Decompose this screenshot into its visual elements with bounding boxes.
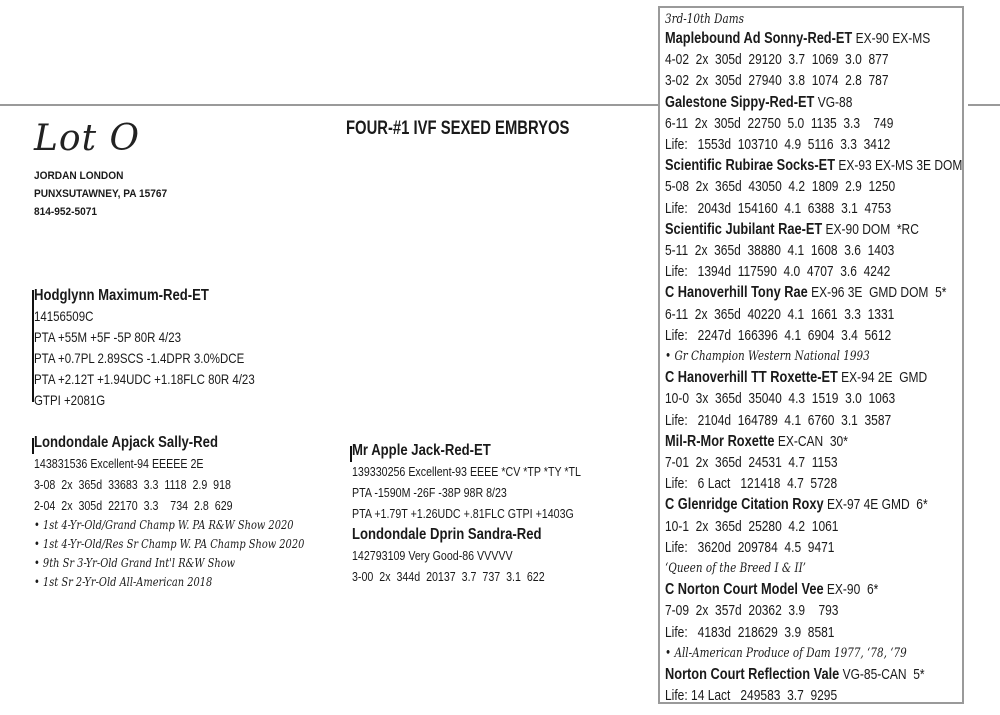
granddam-line: 142793109 Very Good-86 VVVVV [352, 548, 513, 563]
dam-entry-class: EX-93 EX-MS 3E DOM [838, 157, 963, 175]
dam-entry-class: VG-88 [817, 93, 853, 111]
divider-line [0, 104, 660, 106]
dam-entry [665, 155, 962, 176]
sire-line: 14156509C [34, 308, 94, 324]
lot-title: Lot O [34, 118, 141, 159]
consignor-phone: 814-952-5071 [34, 206, 98, 218]
dam-entry-name: C Glenridge Citation Roxy [665, 496, 824, 514]
sire-line: PTA +55M +5F -5P 80R 4/23 [34, 329, 181, 345]
dam-entry-name: Maplebound Ad Sonny-Red-ET [665, 30, 853, 47]
dam-entry-line: 4-02 2x 305d 29120 3.7 1069 3.0 877 [665, 51, 889, 69]
mgs-line: PTA -1590M -26F -38P 98R 8/23 [352, 485, 507, 500]
dam-entry-class: VG-85-CAN 5* [842, 666, 925, 684]
dam-entry [665, 579, 962, 600]
mgs-name: Mr Apple Jack-Red-ET [352, 442, 491, 459]
dam-entry-name: Galestone Sippy-Red-ET [665, 93, 815, 111]
dam-entry-line: Life: 1553d 103710 4.9 5116 3.3 3412 [665, 136, 891, 154]
consignor-name: JORDAN LONDON [34, 170, 124, 182]
dam-entry-line: Life: 4183d 218629 3.9 8581 [665, 623, 835, 641]
consignor-info [34, 167, 167, 221]
dam-entry-line: 3-02 2x 305d 27940 3.8 1074 2.8 787 [665, 72, 889, 90]
consignor-city: PUNXSUTAWNEY, PA 15767 [34, 188, 168, 200]
dam-entry-note: • Gr Champion Western National 1993 [665, 349, 870, 365]
sire-line: PTA +2.12T +1.94UDC +1.18FLC 80R 4/23 [34, 371, 255, 387]
dam-entry-line: Life: 14 Lact 249583 3.7 9295 [665, 687, 838, 705]
dam-entry-line: Life: 2043d 154160 4.1 6388 3.1 4753 [665, 199, 892, 217]
dam-entry-name: Scientific Rubirae Socks-ET [665, 157, 836, 175]
maternal-grandsire-block [352, 440, 581, 587]
dam-entry-class: EX-90 6* [826, 581, 879, 599]
dams-panel [658, 6, 964, 704]
dam-entry-class: EX-CAN 30* [777, 432, 848, 450]
dam-line: 143831536 Excellent-94 EEEEE 2E [34, 456, 204, 471]
dam-entry-name: Norton Court Reflection Vale [665, 666, 840, 684]
dam-honor: • 1st Sr 2-Yr-Old All-American 2018 [34, 575, 213, 589]
mgs-line: PTA +1.79T +1.26UDC +.81FLC GTPI +1403G [352, 506, 574, 521]
dam-entry-class: EX-94 2E GMD [841, 369, 928, 387]
dam-honor: • 1st 4-Yr-Old/Res Sr Champ W. PA Champ Show 2020 [34, 537, 305, 551]
dam-entry-name: C Hanoverhill TT Roxette-ET [665, 369, 838, 387]
dam-entry-line: 10-1 2x 365d 25280 4.2 1061 [665, 517, 839, 535]
dam-name: Londondale Apjack Sally-Red [34, 434, 218, 451]
dam-line: 3-08 2x 365d 33683 3.3 1118 2.9 918 [34, 477, 231, 492]
dam-entry-class: EX-96 3E GMD DOM 5* [811, 284, 947, 302]
dam-entry-line: 7-01 2x 365d 24531 4.7 1153 [665, 454, 838, 472]
granddam-name: Londondale Dprin Sandra-Red [352, 526, 542, 543]
dam-entry-class: EX-97 4E GMD 6* [826, 496, 928, 514]
dam-entry-name: Scientific Jubilant Rae-ET [665, 220, 823, 238]
dam-entry [665, 494, 962, 515]
dam-entry [665, 664, 962, 685]
offering-title: FOUR-#1 IVF SEXED EMBRYOS [346, 118, 570, 139]
dam-entry-line: 5-11 2x 365d 38880 4.1 1608 3.6 1403 [665, 242, 895, 260]
dam-entry-line: 5-08 2x 365d 43050 4.2 1809 2.9 1250 [665, 178, 896, 196]
dam-entry [665, 431, 962, 452]
dam-entry [665, 219, 962, 240]
sire-line: PTA +0.7PL 2.89SCS -1.4DPR 3.0%DCE [34, 350, 245, 366]
sire-name: Hodglynn Maximum-Red-ET [34, 287, 209, 304]
dam-honor: • 1st 4-Yr-Old/Grand Champ W. PA R&W Show 2020 [34, 518, 294, 532]
dam-entry-class: EX-90 DOM *RC [825, 220, 919, 238]
dam-entry-line: Life: 6 Lact 121418 4.7 5728 [665, 475, 838, 493]
dam-line: 2-04 2x 305d 22170 3.3 734 2.8 629 [34, 498, 233, 513]
sire-block [34, 285, 255, 411]
dam-entry [665, 28, 962, 49]
divider-line-right [968, 104, 1000, 106]
dam-entry-name: Mil-R-Mor Roxette [665, 432, 775, 450]
dam-entry-name: C Norton Court Model Vee [665, 581, 824, 599]
dam-entry-line: Life: 2247d 166396 4.1 6904 3.4 5612 [665, 326, 892, 344]
sire-line: GTPI +2081G [34, 392, 106, 408]
granddam-line: 3-00 2x 344d 20137 3.7 737 3.1 622 [352, 569, 545, 584]
dam-entry [665, 92, 962, 113]
dam-entry-name: C Hanoverhill Tony Rae [665, 284, 808, 302]
dam-honor: • 9th Sr 3-Yr-Old Grand Int'l R&W Show [34, 556, 236, 570]
dam-entry-line: 6-11 2x 305d 22750 5.0 1135 3.3 749 [665, 114, 894, 132]
dam-entry [665, 367, 962, 388]
dams-panel-content [665, 11, 962, 707]
dam-entry-line: Life: 1394d 117590 4.0 4707 3.6 4242 [665, 263, 891, 281]
dam-entry-line: 6-11 2x 365d 40220 4.1 1661 3.3 1331 [665, 305, 895, 323]
dam-entry-line: 10-0 3x 365d 35040 4.3 1519 3.0 1063 [665, 390, 896, 408]
dam-entry-line: Life: 2104d 164789 4.1 6760 3.1 3587 [665, 411, 892, 429]
mgs-line: 139330256 Excellent-93 EEEE *CV *TP *TY *TL [352, 464, 581, 479]
dams-heading: 3rd-10th Dams [665, 12, 744, 27]
dam-entry-line: 7-09 2x 357d 20362 3.9 793 [665, 602, 839, 620]
dam-entry-line: Life: 3620d 209784 4.5 9471 [665, 538, 835, 556]
dam-entry-note: ‘Queen of the Breed I & II’ [665, 561, 806, 577]
dam-block [34, 432, 304, 592]
dam-entry [665, 282, 962, 303]
dam-entry-class: EX-90 EX-MS [855, 30, 931, 47]
dam-entry-note: • All-American Produce of Dam 1977, ‘78, ‘79 [665, 645, 907, 661]
